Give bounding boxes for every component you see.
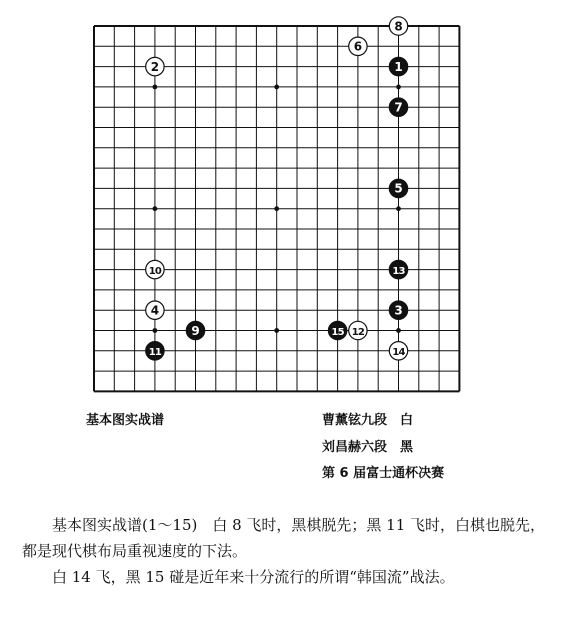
move-number: 1 [394, 59, 403, 74]
star-point [153, 206, 158, 211]
black-stone-7 [389, 98, 407, 116]
move-number: 15 [331, 326, 344, 338]
white-stone-2 [146, 57, 164, 75]
commentary-paragraph-1: 基本图实战谱(1～15) 白 8 飞时，黑棋脱先；黑 11 飞时，白棋也脱先，都是现代棋布局重视速度的下法。 [22, 516, 546, 560]
white-stone-10 [146, 260, 164, 278]
move-number: 5 [394, 181, 403, 196]
white-stone-14 [389, 342, 407, 360]
commentary-paragraph-2: 白 14 飞，黑 15 碰是近年来十分流行的所谓“韩国流”战法。 [52, 568, 455, 586]
move-number: 14 [392, 347, 405, 359]
black-stone-9 [186, 321, 204, 339]
star-point [396, 328, 401, 333]
star-point [274, 206, 279, 211]
move-number: 12 [351, 326, 365, 338]
move-number: 6 [353, 39, 363, 54]
event-label: 第 6 届富士通杯决赛 [322, 466, 445, 481]
white-stone-6 [349, 37, 367, 55]
star-point [153, 85, 158, 90]
move-number: 8 [394, 19, 403, 34]
star-point [274, 328, 279, 333]
black-stone-1 [389, 57, 407, 75]
move-number: 3 [394, 303, 403, 318]
move-number: 7 [394, 100, 403, 115]
black-stone-3 [389, 301, 407, 319]
move-number: 2 [150, 59, 160, 74]
black-player-label: 刘昌赫六段 黑 [322, 440, 414, 455]
commentary [22, 512, 552, 590]
black-stone-11 [146, 342, 164, 360]
move-number: 13 [392, 265, 405, 277]
star-point [396, 206, 401, 211]
star-point [274, 85, 279, 90]
black-stone-13 [389, 260, 407, 278]
move-number: 10 [148, 265, 162, 277]
white-stone-12 [349, 321, 367, 339]
move-number: 4 [150, 303, 160, 318]
star-point [396, 85, 401, 90]
white-stone-8 [389, 17, 407, 35]
white-player-label: 曹薰铉九段 白 [322, 413, 414, 428]
move-number: 11 [148, 347, 162, 359]
black-stone-5 [389, 179, 407, 197]
move-number: 9 [191, 323, 200, 338]
black-stone-15 [328, 321, 346, 339]
white-stone-4 [146, 301, 164, 319]
diagram-title: 基本图实战谱 [86, 413, 165, 428]
star-point [153, 328, 158, 333]
